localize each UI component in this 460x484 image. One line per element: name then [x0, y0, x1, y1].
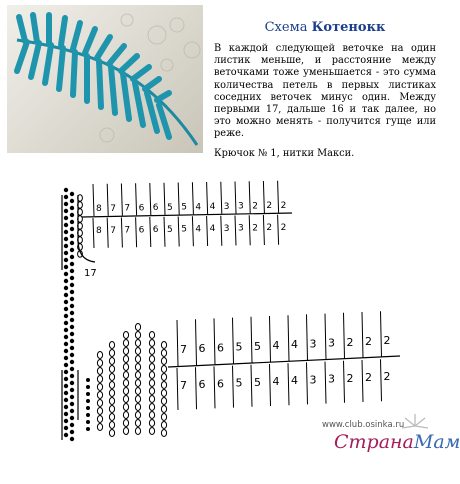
top-row1-tick — [136, 183, 137, 215]
chain-stitch — [123, 396, 128, 403]
stitch-dot — [70, 346, 74, 350]
stitch-dot — [64, 202, 68, 206]
chain-stitch — [161, 358, 166, 365]
top-row1-label: 2 — [280, 200, 287, 211]
stitch-dot — [70, 402, 74, 406]
stitch-dot — [70, 255, 74, 259]
bottom-row1-tick — [288, 315, 289, 361]
chain-stitch — [123, 412, 128, 419]
chain-stitch — [135, 396, 140, 403]
chain-stitch — [109, 422, 114, 429]
top-row1-tick — [192, 182, 193, 214]
stitch-dot — [70, 409, 74, 413]
stitch-dot — [64, 195, 68, 199]
bottom-row2-tick — [344, 361, 345, 403]
chain-stitch — [149, 412, 154, 419]
top-row1-label: 7 — [110, 203, 116, 214]
stitch-dot — [64, 279, 68, 283]
stitch-dot — [70, 199, 74, 203]
top-row1-tick — [164, 183, 165, 215]
stitch-dot — [64, 237, 68, 241]
stitch-dot — [70, 290, 74, 294]
top-row2-tick — [93, 218, 94, 248]
bottom-row2-tick — [381, 359, 382, 401]
chain-stitch — [123, 364, 128, 371]
stitch-dot — [70, 395, 74, 399]
stitch-dot — [70, 234, 74, 238]
chain-stitch — [109, 342, 114, 349]
stitch-dot — [70, 213, 74, 217]
stitch-dot — [70, 311, 74, 315]
bottom-row1-tick — [381, 311, 382, 357]
bottom-row2-label: 4 — [291, 374, 298, 388]
top-row2-label: 7 — [124, 225, 131, 236]
bottom-row2-label: 2 — [365, 371, 372, 384]
chain-stitch — [161, 398, 166, 405]
bottom-row1-tick — [177, 320, 178, 366]
stitch-dot — [70, 353, 74, 357]
top-row1-label: 6 — [152, 203, 159, 213]
stitch-dot — [64, 251, 68, 255]
stitch-dot — [64, 398, 68, 402]
chain-stitch — [135, 356, 140, 363]
stitch-dot — [64, 433, 68, 437]
stitch-dot — [64, 342, 68, 346]
stitch-dot — [86, 406, 90, 410]
bottom-row2-tick — [270, 364, 271, 406]
stitch-dot — [70, 423, 74, 427]
top-row1-tick — [221, 182, 222, 214]
top-row1-tick — [235, 182, 236, 214]
chain-stitch — [135, 428, 140, 435]
stitch-dot — [64, 307, 68, 311]
stitch-dot — [64, 230, 68, 234]
chain-stitch — [109, 414, 114, 421]
chain-stitch — [161, 390, 166, 397]
stitch-dot — [64, 244, 68, 248]
chain-stitch — [149, 380, 154, 387]
top-row2-tick — [150, 217, 151, 247]
bottom-row2-label: 3 — [309, 373, 317, 387]
stitch-dot — [70, 381, 74, 385]
stitch-dot — [70, 430, 74, 434]
stitch-dot — [70, 360, 74, 364]
chain-stitch — [109, 374, 114, 381]
chain-stitch — [149, 340, 154, 347]
stitch-dot — [70, 206, 74, 210]
bottom-row1-label: 2 — [365, 335, 372, 348]
stitch-dot — [86, 399, 90, 403]
stitch-dot — [64, 412, 68, 416]
stitch-dot — [64, 223, 68, 227]
bottom-row1-label: 5 — [235, 340, 243, 354]
stitch-dot — [70, 220, 74, 224]
chain-stitch — [123, 348, 128, 355]
bottom-row1-label: 4 — [291, 338, 298, 352]
gap-label: 17 — [84, 268, 97, 279]
chain-stitch — [97, 424, 102, 431]
title-name: Котенокк — [311, 20, 386, 35]
stitch-dot — [70, 283, 74, 287]
chain-stitch — [135, 380, 140, 387]
bottom-row2-label: 6 — [198, 378, 206, 392]
stitch-dot — [64, 405, 68, 409]
top-row2-tick — [235, 216, 236, 246]
chain-stitch — [97, 416, 102, 423]
chain-stitch — [109, 390, 114, 397]
top-row2-tick — [107, 218, 108, 248]
chain-stitch — [97, 400, 102, 407]
top-row1-tick — [107, 184, 108, 216]
chain-stitch — [123, 372, 128, 379]
top-row1-label: 8 — [96, 204, 102, 214]
top-row2-label: 4 — [209, 224, 216, 234]
top-row1-tick — [121, 184, 122, 216]
stitch-dot — [70, 416, 74, 420]
stitch-dot — [70, 374, 74, 378]
fern-photo — [7, 5, 203, 153]
bottom-row2-label: 4 — [272, 375, 280, 388]
stitch-dot — [64, 335, 68, 339]
chain-stitch — [135, 340, 140, 347]
page-title — [214, 20, 436, 35]
chain-stitch — [149, 388, 154, 395]
bottom-row2-label: 2 — [383, 370, 391, 384]
description-text: В каждой следующей веточке на один листик меньше, и расстояние между веточками тоже уменьшается - это сумма количества петель в первых листиках соседних веточек минус один. Между первыми 17, дальше 16 и так далее, но это можно менять - получится гуще или реже. — [214, 43, 436, 140]
chain-stitch — [123, 340, 128, 347]
chain-stitch — [161, 350, 166, 357]
chain-stitch — [123, 428, 128, 435]
chain-stitch — [135, 332, 140, 339]
top-row1-label: 7 — [124, 203, 131, 214]
chain-stitch — [123, 356, 128, 363]
stitch-dot — [64, 391, 68, 395]
chain-stitch — [135, 420, 140, 427]
top-row2-tick — [263, 215, 264, 245]
top-row2-tick — [207, 216, 208, 246]
chain-stitch — [97, 352, 102, 359]
top-row2-label: 8 — [96, 226, 102, 236]
stitch-dot — [70, 388, 74, 392]
chain-stitch — [109, 358, 114, 365]
stitch-dot — [70, 227, 74, 231]
chain-stitch — [109, 366, 114, 373]
top-row2-tick — [178, 217, 179, 247]
stitch-dot — [64, 300, 68, 304]
top-row2-label: 3 — [223, 223, 230, 234]
bottom-row2-label: 6 — [217, 377, 224, 391]
bottom-row2-tick — [325, 362, 326, 404]
stitch-dot — [64, 419, 68, 423]
bottom-row1-label: 3 — [328, 336, 335, 350]
top-row2-tick — [249, 215, 250, 245]
top-row1-label: 5 — [181, 202, 187, 213]
top-row2-tick — [278, 215, 279, 245]
source-url: www.club.osinka.ru — [322, 420, 405, 430]
bottom-row1-tick — [344, 313, 345, 359]
stitch-dot — [64, 370, 68, 374]
bottom-row2-tick — [214, 366, 215, 408]
stitch-dot — [64, 377, 68, 381]
bottom-row1-tick — [270, 316, 271, 362]
chain-stitch — [161, 414, 166, 421]
stitch-dot — [70, 318, 74, 322]
top-row2-label: 5 — [167, 224, 173, 235]
chain-stitch — [149, 428, 154, 435]
stitch-dot — [64, 321, 68, 325]
chain-stitch — [149, 364, 154, 371]
top-row2-label: 5 — [181, 224, 187, 235]
flower-logo-icon — [392, 413, 438, 439]
stitch-dot — [64, 384, 68, 388]
top-row2-label: 2 — [266, 223, 273, 233]
stitch-dot — [64, 272, 68, 276]
stitch-dot — [86, 420, 90, 424]
chain-stitch — [97, 360, 102, 367]
chain-stitch — [135, 348, 140, 355]
bottom-row1-tick — [196, 319, 197, 365]
top-row2-label: 4 — [195, 224, 202, 235]
bottom-row2-label: 2 — [346, 371, 354, 385]
stitch-dot — [64, 258, 68, 262]
bottom-row1-label: 2 — [383, 334, 391, 348]
bottom-row1-label: 3 — [309, 337, 317, 351]
top-row2-tick — [121, 218, 122, 248]
chain-stitch — [135, 364, 140, 371]
stitch-dot — [64, 314, 68, 318]
stitch-dot — [64, 265, 68, 269]
bottom-row1-label: 5 — [254, 339, 261, 353]
bottom-row2-tick — [251, 365, 252, 407]
chain-stitch — [97, 384, 102, 391]
top-row2-tick — [221, 216, 222, 246]
bottom-row1-tick — [233, 318, 234, 364]
chain-stitch — [109, 382, 114, 389]
bottom-row2-label: 3 — [328, 372, 335, 386]
chain-stitch — [149, 404, 154, 411]
bottom-row2-label: 5 — [254, 375, 261, 389]
chain-stitch — [123, 388, 128, 395]
stitch-dot — [64, 286, 68, 290]
bottom-row2-tick — [233, 366, 234, 408]
chain-stitch — [161, 422, 166, 429]
top-row1-tick — [249, 181, 250, 213]
stitch-dot — [64, 293, 68, 297]
top-row1-label: 2 — [252, 201, 258, 212]
chain-stitch — [97, 408, 102, 415]
stitch-dot — [70, 304, 74, 308]
chain-stitch — [123, 420, 128, 427]
brand-part1: Страна — [334, 431, 414, 453]
top-row1-label: 5 — [167, 202, 173, 213]
chain-stitch — [161, 366, 166, 373]
chain-stitch — [135, 372, 140, 379]
top-row1-label: 3 — [223, 201, 230, 212]
stitch-dot — [64, 426, 68, 430]
stitch-dot — [86, 427, 90, 431]
top-row1-tick — [263, 181, 264, 213]
bottom-row2-tick — [307, 362, 308, 404]
top-row1-label: 4 — [209, 202, 216, 212]
chain-stitch — [97, 392, 102, 399]
bottom-row2-label: 5 — [235, 376, 243, 390]
bottom-row2-label: 7 — [180, 379, 187, 392]
bottom-row1-label: 2 — [346, 335, 354, 349]
chain-stitch — [109, 350, 114, 357]
chain-stitch — [149, 372, 154, 379]
chain-stitch — [149, 348, 154, 355]
top-row2-label: 6 — [152, 225, 159, 235]
stitch-dot — [70, 325, 74, 329]
bottom-row2-tick — [196, 367, 197, 409]
bottom-row1-tick — [362, 312, 363, 358]
top-row1-tick — [278, 181, 279, 213]
chain-stitch — [161, 406, 166, 413]
chain-stitch — [97, 376, 102, 383]
chain-stitch — [149, 396, 154, 403]
stitch-dot — [64, 356, 68, 360]
chain-stitch — [123, 404, 128, 411]
chain-stitch — [109, 406, 114, 413]
bottom-row2-tick — [177, 368, 178, 410]
chain-stitch — [161, 430, 166, 437]
top-row2-label: 2 — [280, 222, 287, 233]
chain-stitch — [149, 332, 154, 339]
bottom-row1-tick — [214, 318, 215, 364]
chain-stitch — [161, 382, 166, 389]
title-prefix: Схема — [264, 20, 308, 35]
stitch-dot — [64, 328, 68, 332]
bottom-row2-tick — [288, 363, 289, 405]
stitch-dot — [70, 262, 74, 266]
stitch-dot — [70, 248, 74, 252]
bottom-row2-tick — [362, 360, 363, 402]
top-row1-tick — [207, 182, 208, 214]
stitch-dot — [86, 392, 90, 396]
stitch-dot — [70, 367, 74, 371]
chain-stitch — [149, 420, 154, 427]
chain-stitch — [161, 374, 166, 381]
stitch-dot — [64, 188, 68, 192]
stitch-dot — [70, 297, 74, 301]
chain-stitch — [135, 324, 140, 331]
stitch-dot — [64, 349, 68, 353]
top-row1-tick — [93, 184, 94, 216]
top-row2-label: 6 — [138, 225, 145, 236]
top-row1-label: 3 — [238, 201, 244, 212]
top-row2-tick — [136, 217, 137, 247]
chain-stitch — [135, 388, 140, 395]
bottom-row1-label: 7 — [180, 343, 187, 356]
stitch-dot — [64, 209, 68, 213]
top-row2-tick — [164, 217, 165, 247]
top-row1-label: 2 — [266, 201, 273, 211]
top-row1-label: 4 — [195, 202, 202, 213]
chain-stitch — [123, 332, 128, 339]
stitch-dot — [86, 378, 90, 382]
stitch-dot — [86, 413, 90, 417]
stitch-dot — [70, 276, 74, 280]
top-row1-label: 6 — [138, 203, 145, 214]
chain-stitch — [109, 430, 114, 437]
chain-stitch — [97, 368, 102, 375]
top-row2-label: 2 — [252, 223, 258, 234]
top-row2-tick — [192, 216, 193, 246]
chain-stitch — [109, 398, 114, 405]
top-row1-tick — [178, 183, 179, 215]
top-row1-tick — [150, 183, 151, 215]
stitch-dot — [70, 339, 74, 343]
chain-stitch — [161, 342, 166, 349]
hook-note: Крючок № 1, нитки Макси. — [214, 148, 355, 159]
stitch-dot — [70, 241, 74, 245]
bottom-row1-label: 6 — [198, 342, 206, 356]
top-row2-label: 3 — [238, 223, 244, 234]
chain-stitch — [123, 380, 128, 387]
bottom-row1-label: 4 — [272, 339, 280, 352]
stitch-dot — [70, 437, 74, 441]
stitch-dot — [86, 385, 90, 389]
bottom-row1-tick — [251, 317, 252, 363]
bottom-row1-label: 6 — [217, 341, 224, 355]
stitch-dot — [64, 216, 68, 220]
chain-stitch — [149, 356, 154, 363]
brand-part2: Мам — [413, 431, 460, 453]
stitch-dot — [70, 192, 74, 196]
stitch-dot — [70, 332, 74, 336]
stitch-dot — [70, 269, 74, 273]
chain-stitch — [135, 404, 140, 411]
bottom-row1-tick — [325, 314, 326, 360]
top-row2-label: 7 — [110, 225, 116, 236]
chain-stitch — [135, 412, 140, 419]
stitch-dot — [64, 363, 68, 367]
bottom-row1-tick — [307, 314, 308, 360]
